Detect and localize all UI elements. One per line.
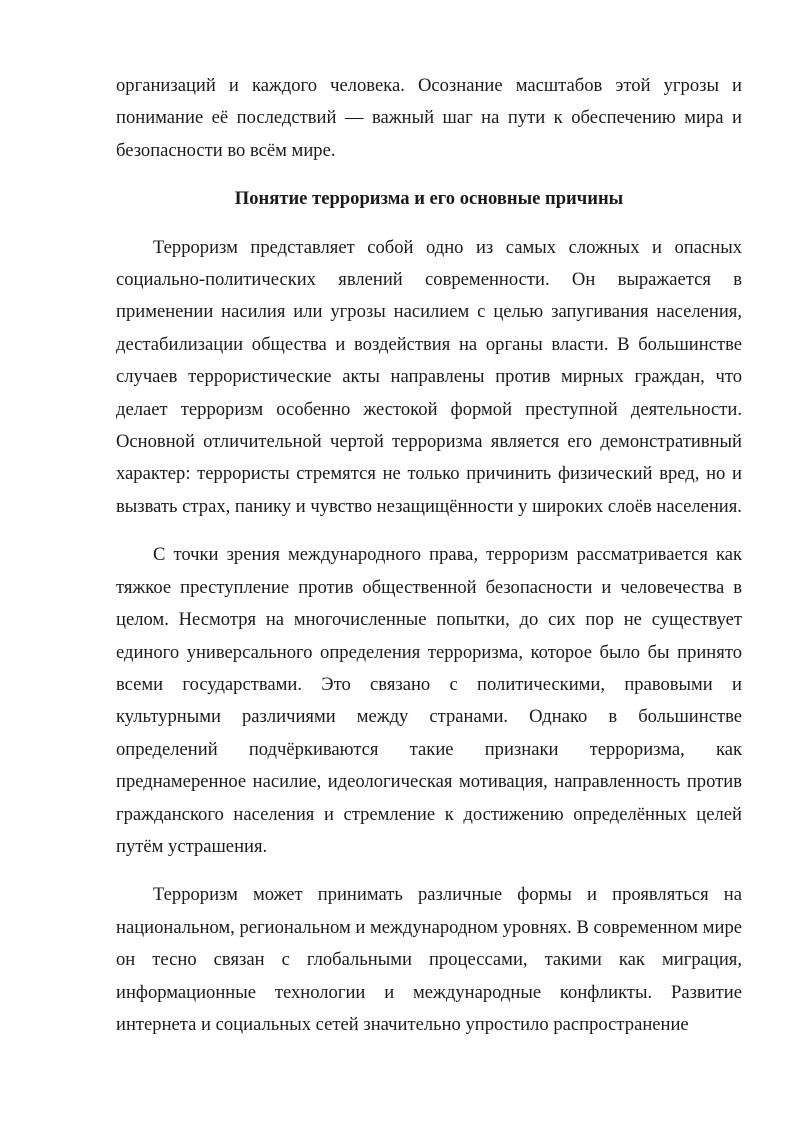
intro-paragraph: организаций и каждого человека. Осознание масштабов этой угрозы и понимание её последствий — важный шаг на пути к обеспечению мира и безопасности во всём мире.	[116, 75, 742, 161]
section-heading: Понятие терроризма и его основные причины	[234, 188, 624, 210]
body-paragraph-2: С точки зрения международного права, терроризм рассматривается как тяжкое преступление против общественной безопасности и человечества в целом. Несмотря на многочисленные попытки, до сих пор не существует единого универсального определения терроризма, которое было бы принято всеми государствами. Это связано с политическими, правовыми и культурными различиями между странами. Однако в большинстве определений подчёркиваются такие признаки терроризма, как преднамеренное насилие, идеологическая мотивация, направленность против гражданского населения и стремление к достижению определённых целей путём устрашения.	[116, 544, 742, 857]
document-page	[116, 70, 742, 1041]
body-paragraph-3: Терроризм может принимать различные формы и проявляться на национальном, региональном и международном уровнях. В современном мире он тесно связан с глобальными процессами, такими как миграция, информационные технологии и международные конфликты. Развитие интернета и социальных сетей значительно упростило распространение	[116, 884, 742, 1035]
body-paragraph-1: Терроризм представляет собой одно из самых сложных и опасных социально-политических явлений современности. Он выражается в применении насилия или угрозы насилием с целью запугивания населения, дестабилизации общества и воздействия на органы власти. В большинстве случаев террористические акты направлены против мирных граждан, что делает терроризм особенно жестокой формой преступной деятельности. Основной отличительной чертой терроризма является его демонстративный характер: террористы стремятся не только причинить физический вред, но и вызвать страх, панику и чувство незащищённости у широких слоёв населения.	[116, 236, 742, 517]
